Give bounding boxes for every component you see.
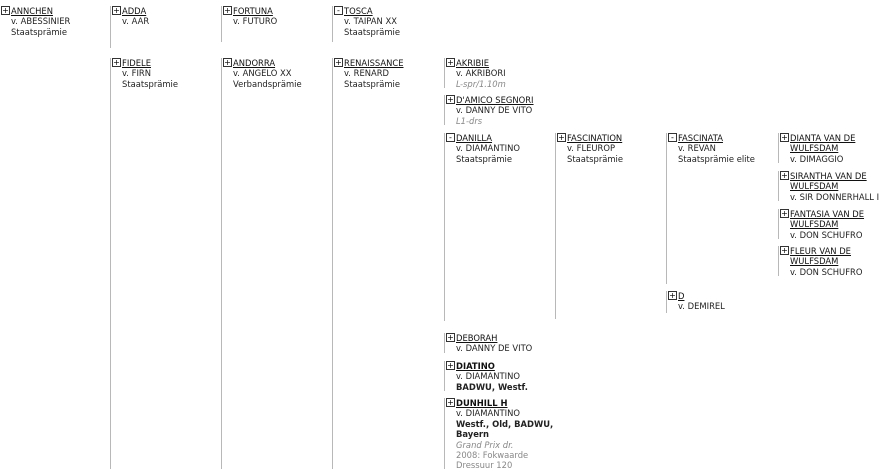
node-name-link[interactable]: D'AMICO SEGNORI [456,95,534,105]
tree-line [778,171,779,201]
tree-line [444,133,445,321]
node-name-link[interactable]: FORTUNA [233,6,273,16]
expand-toggle-icon[interactable]: + [224,58,231,67]
pedigree-node [446,361,528,392]
node-sire: v. DIAMANTINO [456,371,520,382]
pedigree-node [223,6,277,27]
node-name-link[interactable]: AKRIBIE [456,58,490,68]
node-name-link[interactable]: FANTASIA VAN DE WULFSDAM [790,209,865,230]
node-sire: v. DON SCHUFRO [790,266,863,277]
node-studbooks: Westf., Old, BADWU, [456,418,554,429]
node-sire: v. FUTURO [233,16,278,27]
tree-line [444,398,445,469]
expand-toggle-icon[interactable]: + [447,398,454,407]
node-award: Staatsprämie [456,153,513,164]
node-name-link[interactable]: ANDORRA [233,58,276,68]
pedigree-node [1,6,70,37]
node-name-link[interactable]: FASCINATA [678,133,723,143]
pedigree-node [334,58,404,89]
node-name-link[interactable]: FASCINATION [567,133,623,143]
node-name-link[interactable]: DEBORAH [456,333,498,343]
pedigree-node [668,133,755,164]
tree-line [444,333,445,353]
tree-line [666,133,667,284]
expand-toggle-icon[interactable]: + [447,58,454,67]
expand-toggle-icon[interactable]: + [447,361,454,370]
tree-line [444,95,445,125]
node-sire: v. TAIPAN XX [344,16,397,27]
pedigree-node [780,133,875,164]
node-award: Staatsprämie [567,153,624,164]
pedigree-node [780,171,880,202]
node-sire: v. REVAN [678,143,716,154]
node-sire: v. DIAMANTINO [456,408,520,419]
node-award: Staatsprämie [344,78,401,89]
expand-toggle-icon[interactable]: + [113,6,120,15]
node-name-link[interactable]: ANNCHEN [11,6,53,16]
tree-line [444,361,445,391]
node-studbooks: BADWU, Westf. [456,381,528,392]
node-sire: v. DANNY DE VITO [456,105,533,116]
node-name-link[interactable]: ADDA [122,6,147,16]
pedigree-node [668,291,725,312]
node-name-link[interactable]: DIANTA VAN DE WULFSDAM [790,133,856,154]
tree-line [666,291,667,313]
tree-line [778,209,779,239]
tree-line [778,133,779,163]
tree-line [555,133,556,319]
node-rating: 2008: Fokwaarde [456,450,529,461]
node-sire: v. RENARD [344,68,390,79]
expand-toggle-icon[interactable]: + [669,291,676,300]
expand-toggle-icon[interactable]: + [2,6,9,15]
node-sire: v. AAR [122,16,150,27]
expand-toggle-icon[interactable]: + [558,133,565,142]
node-award: Verbandsprämie [233,78,302,89]
node-name-link[interactable]: DIATINO [456,361,495,371]
pedigree-node [446,133,520,164]
pedigree-node [446,333,532,354]
pedigree-node [334,6,400,37]
node-sire: v. FLEUROP [567,143,615,154]
pedigree-node [446,398,553,471]
node-sire: v. DANNY DE VITO [456,343,533,354]
tree-line [221,6,222,42]
node-sire: v. DEMIREL [678,301,725,312]
tree-line [444,58,445,88]
expand-toggle-icon[interactable]: + [224,6,231,15]
node-name-link[interactable]: DUNHILL H [456,398,508,408]
collapse-toggle-icon[interactable]: - [446,133,455,142]
node-discipline: L1-drs [456,115,483,126]
expand-toggle-icon[interactable]: + [447,95,454,104]
node-name-link[interactable]: TOSCA [344,6,373,16]
expand-toggle-icon[interactable]: + [781,246,788,255]
expand-toggle-icon[interactable]: + [113,58,120,67]
expand-toggle-icon[interactable]: + [781,133,788,142]
expand-toggle-icon[interactable]: + [335,58,342,67]
node-name-link[interactable]: DANILLA [456,133,493,143]
collapse-toggle-icon[interactable]: - [334,6,343,15]
node-sire: v. SIR DONNERHALL I [790,191,880,202]
tree-line [110,6,111,48]
pedigree-node [223,58,302,89]
expand-toggle-icon[interactable]: + [447,333,454,342]
node-award: Staatsprämie elite [678,153,755,164]
node-sire: v. DIAMANTINO [456,143,520,154]
expand-toggle-icon[interactable]: + [781,171,788,180]
node-name-link[interactable]: D [678,291,685,301]
node-name-link[interactable]: FLEUR VAN DE WULFSDAM [790,246,851,267]
node-discipline: L-spr/1.10m [456,78,506,89]
expand-toggle-icon[interactable]: + [781,209,788,218]
pedigree-node [446,58,506,89]
node-sire: v. DON SCHUFRO [790,229,863,240]
node-award: Staatsprämie [344,26,401,37]
tree-line [332,6,333,42]
pedigree-node [780,246,875,277]
pedigree-node [557,133,623,164]
pedigree-node [112,6,149,27]
node-rating: Dressuur 120 [456,460,513,471]
collapse-toggle-icon[interactable]: - [668,133,677,142]
pedigree-node [112,58,178,89]
node-name-link[interactable]: FIDELE [122,58,151,68]
node-discipline: Grand Prix dr. [456,439,514,450]
tree-line [778,246,779,276]
node-sire: v. DIMAGGIO [790,153,844,164]
node-name-link[interactable]: RENAISSANCE [344,58,404,68]
tree-line [110,58,111,469]
pedigree-node [446,95,534,126]
node-award: Staatsprämie [122,78,179,89]
node-sire: v. ANGELO XX [233,68,292,79]
node-studbooks: Bayern [456,429,490,440]
node-award: Staatsprämie [11,26,68,37]
node-sire: v. ABESSINIER [11,16,71,27]
node-sire: v. AKRIBORI [456,68,506,79]
node-sire: v. FIRN [122,68,152,79]
node-name-link[interactable]: SIRANTHA VAN DE WULFSDAM [790,171,867,192]
tree-line [332,58,333,469]
pedigree-node [780,209,875,240]
tree-line [221,58,222,469]
